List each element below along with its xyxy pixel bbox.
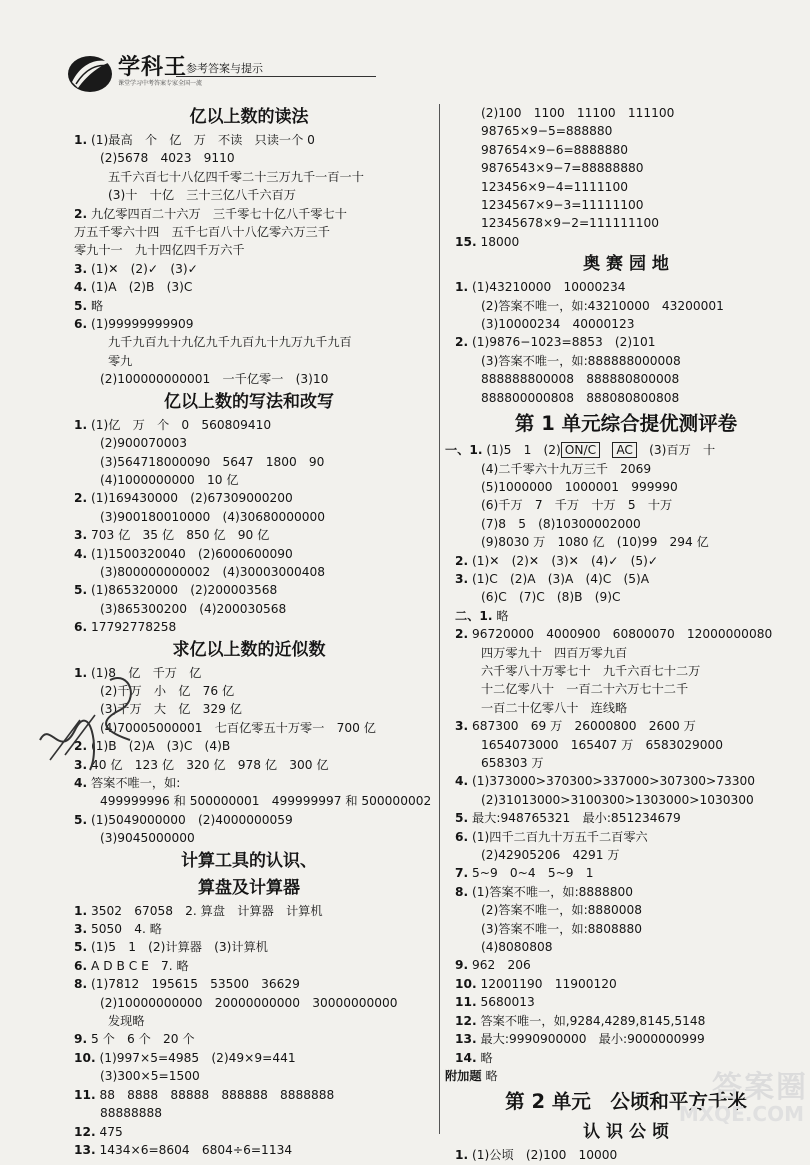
answer-line (64, 1012, 434, 1030)
answer-text: 703 亿 35 亿 850 亿 90 亿 (91, 528, 270, 543)
site-watermark (678, 1062, 808, 1132)
answer-text: (1)C (2)A (3)A (4)C (5)A (472, 571, 650, 586)
section-title: 第 1 单元综合提优测评卷 (514, 412, 738, 436)
item-number: 3. (74, 922, 88, 937)
answer-line (445, 196, 807, 214)
item-number: 2. (74, 739, 88, 754)
answer-text: (2)答案不唯一，如:8880008 (481, 903, 642, 918)
item-number: 11. (74, 1087, 96, 1102)
item-number: 2. (455, 335, 469, 350)
answer-text: (3)答案不唯一，如:8808880 (481, 921, 642, 936)
item-number: 6. (74, 958, 88, 973)
answer-text: (3)865300200 (4)200030568 (100, 601, 287, 616)
answer-line (445, 901, 807, 919)
answer-text: 零九十一 九十四亿四千万六千 (74, 243, 245, 258)
answer-line (445, 588, 807, 606)
answer-line (64, 508, 434, 526)
item-number: 1. (455, 1148, 469, 1163)
answer-text: (3)百万 十 (649, 443, 716, 458)
item-number: 8. (455, 884, 469, 899)
section-title: 亿以上数的写法和改写 (164, 391, 334, 412)
item-number: 4. (74, 776, 88, 790)
answer-line (64, 1067, 434, 1085)
answer-text: 最大:948765321 最小:851234679 (472, 811, 681, 826)
answer-line (64, 434, 434, 452)
answer-line (445, 883, 807, 901)
answer-text: (1)A (2)B (3)C (91, 280, 193, 295)
answer-line (64, 920, 434, 938)
answer-line (445, 975, 807, 993)
answer-line (445, 352, 807, 370)
item-number: 13. (455, 1032, 477, 1047)
answer-line (445, 159, 807, 177)
answer-text: 962 206 (472, 958, 531, 973)
answer-text: (1)答案不唯一，如:8888800 (472, 884, 633, 899)
answer-line (445, 754, 807, 772)
answer-line (445, 278, 807, 296)
item-number: 8. (74, 977, 88, 992)
right-column (445, 104, 807, 1165)
answer-line (445, 370, 807, 388)
item-number: 10. (74, 1050, 96, 1065)
answer-text: 略 (91, 298, 104, 313)
answer-text: 5~9 0~4 5~9 1 (472, 866, 594, 881)
answer-line (445, 680, 807, 698)
answer-line (445, 625, 807, 643)
answer-text: 零九 (108, 353, 133, 368)
item-number: 15. (455, 234, 477, 249)
item-number: 3. (455, 719, 469, 734)
header-rule (176, 76, 376, 77)
section-title: 第 2 单元 公顷和平方千米 (505, 1090, 747, 1114)
answer-line (445, 828, 807, 846)
item-number: 9. (455, 958, 469, 973)
answer-line (445, 297, 807, 315)
answer-line (445, 214, 807, 232)
answer-text: 最大:9990900000 最小:9000000999 (480, 1032, 705, 1047)
answer-line (64, 563, 434, 581)
answer-line (64, 416, 434, 434)
answer-line (64, 957, 434, 975)
column-divider (439, 104, 440, 1134)
answer-line (64, 260, 434, 278)
item-number: 5. (455, 811, 469, 826)
answer-line (445, 644, 807, 662)
answer-line (64, 205, 434, 223)
answer-line (445, 1146, 807, 1164)
answer-line (64, 938, 434, 956)
answer-text: (2)千万 小 亿 76 亿 (100, 683, 235, 698)
answer-text: (3)564718000090 5647 1800 90 (100, 454, 325, 469)
answer-text: (2)100000000001 一千亿零一 (3)10 (100, 372, 329, 387)
feather-logo-icon (64, 52, 116, 96)
item-number: 2. (455, 553, 469, 568)
answer-line (64, 581, 434, 599)
answer-text: 98765×9−5=888880 (481, 124, 613, 139)
answer-text: 1654073000 165407 万 6583029000 (481, 737, 724, 752)
answer-line (64, 489, 434, 507)
answer-text: (9)8030 万 1080 亿 (10)99 294 亿 (481, 535, 709, 550)
item-number: 5. (74, 583, 88, 598)
item-number: 附加题 (445, 1068, 482, 1083)
answer-line (64, 682, 434, 700)
answer-text: (2)5678 4023 9110 (100, 151, 235, 166)
item-number: 4. (74, 280, 88, 295)
answer-text: (1)✕ (2)✓ (3)✓ (91, 261, 198, 276)
section-title: 算盘及计算器 (198, 877, 300, 898)
answer-line (445, 122, 807, 140)
answer-line (445, 389, 807, 407)
answer-line (445, 809, 807, 827)
item-number: 1. (455, 280, 469, 295)
left-column (64, 104, 434, 1159)
answer-text: (3)9045000000 (100, 831, 195, 846)
answer-line (64, 241, 434, 259)
item-number: 10. (455, 976, 477, 991)
item-number: 1. (74, 903, 88, 918)
answer-line (445, 736, 807, 754)
answer-line (64, 664, 434, 682)
answer-text: 六千零八十万零七十 九千六百七十二万 (481, 663, 701, 678)
header (60, 46, 320, 102)
answer-line (445, 460, 807, 478)
item-number: 2. (455, 627, 469, 642)
answer-text: 123456×9−4=1111100 (481, 179, 628, 194)
item-number: 6. (74, 620, 88, 635)
answer-text: (4)二千零六十九万三千 2069 (481, 461, 652, 476)
answer-line (64, 453, 434, 471)
answer-line (445, 178, 807, 196)
item-number: 14. (455, 1050, 477, 1065)
answer-line (445, 938, 807, 956)
answer-text: (1)5 1 (2)计算器 (3)计算机 (91, 940, 268, 955)
answer-line (445, 662, 807, 680)
answer-line (445, 1012, 807, 1030)
answer-text: 658303 万 (481, 756, 544, 770)
item-number: 4. (455, 774, 469, 789)
answer-line (445, 570, 807, 588)
answer-text: (1)5 1 (2) (486, 443, 561, 458)
answer-text: (1)865320000 (2)200003568 (91, 583, 278, 598)
answer-line (64, 737, 434, 755)
answer-text: 12345678×9−2=111111100 (481, 216, 659, 231)
answer-text: 1234567×9−3=11111100 (481, 198, 644, 213)
answer-text: 十二亿零八十 一百二十六万七十二千 (481, 682, 689, 697)
item-number: 2. (74, 206, 88, 221)
answer-text: (4)70005000001 七百亿零五十万零一 700 亿 (100, 720, 376, 735)
answer-text: (5)1000000 1000001 999990 (481, 479, 678, 494)
answer-text: (1)9876−1023=8853 (2)101 (472, 335, 656, 350)
answer-text: 答案不唯一，如: (91, 776, 181, 790)
answer-text: (3)答案不唯一，如:888888000008 (481, 353, 681, 368)
answer-line (64, 1141, 434, 1159)
section-title: 亿以上数的读法 (189, 107, 309, 127)
answer-line (445, 791, 807, 809)
item-number: 6. (74, 317, 88, 332)
answer-text: 九亿零四百二十六万 三千零七十亿八千零七十 (91, 206, 347, 221)
answer-line (64, 186, 434, 204)
answer-text: 5050 4. 略 (91, 922, 162, 937)
answer-text: (1)997×5=4985 (2)49×9=441 (99, 1050, 296, 1065)
answer-text: (1)1500320040 (2)6000600090 (91, 546, 293, 561)
answer-text: 一百二十亿零八十 连线略 (481, 700, 628, 715)
item-number: 5. (74, 298, 88, 313)
answer-text: (1)99999999909 (91, 317, 194, 332)
answer-text: 5680013 (480, 995, 535, 1010)
answer-text: 40 亿 123 亿 320 亿 978 亿 300 亿 (91, 757, 329, 772)
answer-line (64, 1104, 434, 1122)
item-number: 4. (74, 546, 88, 561)
answer-text: (2)42905206 4291 万 (481, 848, 620, 863)
answer-line (445, 478, 807, 496)
calculator-key-label: ON/C (561, 442, 600, 458)
answer-line (445, 333, 807, 351)
answer-text: 888800000808 888080800808 (481, 390, 680, 405)
answer-line (64, 333, 434, 351)
item-number: 3. (74, 528, 88, 543)
answer-text: (1)7812 195615 53500 36629 (91, 977, 300, 992)
answer-line (445, 104, 807, 122)
answer-line (445, 920, 807, 938)
item-number: 12. (74, 1124, 96, 1139)
answer-line (64, 223, 434, 241)
answer-text: (1)B (2)A (3)C (4)B (91, 739, 231, 754)
item-number: 6. (455, 829, 469, 844)
answer-text: (3)10000234 40000123 (481, 317, 635, 332)
answer-line (445, 233, 807, 251)
answer-line (64, 1123, 434, 1141)
answer-text: (1)亿 万 个 0 560809410 (91, 417, 272, 432)
item-number: 3. (74, 757, 88, 772)
answer-text: (1)373000>370300>337000>307300>73300 (472, 774, 755, 789)
item-number: 12. (455, 1013, 477, 1028)
answer-line (445, 441, 807, 459)
answer-text: (4)1000000000 10 亿 (100, 472, 239, 487)
calculator-key-label: AC (612, 442, 637, 458)
answer-text: 687300 69 万 26000800 2600 万 (472, 719, 696, 734)
answer-text: 五千六百七十八亿四千零二十三万九千一百一十 (108, 169, 364, 184)
answer-text: 略 (496, 608, 509, 623)
answer-text: (1)169430000 (2)67309000200 (91, 491, 293, 506)
answer-text: (1)43210000 10000234 (472, 280, 626, 295)
answer-text: A D B C E 7. 略 (91, 958, 189, 973)
answer-text: (7)8 5 (8)10300002000 (481, 516, 641, 531)
item-number: 13. (74, 1142, 96, 1157)
answer-line (445, 772, 807, 790)
answer-text: 万五千零六十四 五千七百八十八亿零六万三千 (74, 225, 330, 240)
item-number: 2. (74, 491, 88, 506)
answer-text: 9876543×9−7=88888880 (481, 161, 644, 176)
answer-text: (2)答案不唯一，如:43210000 43200001 (481, 298, 724, 313)
answer-line (64, 902, 434, 920)
answer-text: 96720000 4000900 60800070 12000000080 (472, 627, 773, 642)
answer-text: (1)5049000000 (2)4000000059 (91, 812, 293, 827)
item-number: 1. (74, 133, 88, 147)
answer-text: (1)公顷 (2)100 10000 (472, 1148, 618, 1163)
answer-text: (1)8 亿 千万 亿 (91, 665, 202, 680)
answer-text: 888888800008 888880800008 (481, 372, 680, 387)
answer-line (64, 168, 434, 186)
answer-line (64, 829, 434, 847)
answer-text: 略 (485, 1068, 498, 1083)
answer-line (64, 297, 434, 315)
answer-line (64, 1086, 434, 1104)
answer-line (64, 131, 434, 149)
answer-text: 四万零九十 四百万零九百 (481, 645, 628, 660)
answer-line (64, 600, 434, 618)
answer-text: 答案不唯一，如,9284,4289,8145,5148 (480, 1013, 706, 1028)
answer-text: 12001190 11900120 (480, 976, 617, 991)
answer-line (445, 315, 807, 333)
answer-line (64, 975, 434, 993)
answer-line (64, 756, 434, 774)
answer-line (64, 526, 434, 544)
answer-text: (1)最高 个 亿 万 不读 只读一个 0 (91, 133, 315, 147)
answer-line (445, 533, 807, 551)
answer-line (64, 1030, 434, 1048)
header-subtitle: 参考答案与提示 (186, 62, 263, 75)
section-title: 奥 赛 园 地 (583, 254, 669, 275)
answer-line (64, 149, 434, 167)
answer-line (445, 141, 807, 159)
item-number: 1. (74, 665, 88, 680)
brand-name: 学科王 (118, 54, 188, 80)
answer-text: 88888888 (100, 1106, 163, 1121)
answer-line (445, 515, 807, 533)
answer-text: 88 8888 88888 888888 8888888 (99, 1087, 335, 1102)
answer-line (64, 278, 434, 296)
item-number: 1. (74, 417, 88, 432)
answer-text: (1)✕ (2)✕ (3)✕ (4)✓ (5)✓ (472, 553, 659, 568)
answer-text: (3)十 十亿 三十三亿八千六百万 (108, 188, 296, 203)
answer-text: 17792778258 (91, 620, 177, 635)
answer-line (64, 700, 434, 718)
answer-line (445, 846, 807, 864)
answer-text: (3)800000000002 (4)30003000408 (100, 564, 326, 579)
answer-text: (3)千万 大 亿 329 亿 (100, 702, 242, 717)
answer-line (445, 956, 807, 974)
answer-line (445, 496, 807, 514)
answer-text: (6)C (7)C (8)B (9)C (481, 590, 621, 605)
watermark-top: 答案圈 (712, 1070, 808, 1105)
answer-text: (6)千万 7 千万 十万 5 十万 (481, 498, 673, 513)
answer-text: 475 (99, 1124, 123, 1139)
answer-text: (2)100 1100 11100 111100 (481, 106, 675, 120)
answer-line (445, 717, 807, 735)
item-number: 3. (455, 571, 469, 586)
item-number: 5. (74, 812, 88, 827)
answer-line (64, 774, 434, 792)
answer-text: 发现略 (108, 1014, 145, 1029)
answer-text: (2)900070003 (100, 436, 188, 451)
answer-line (64, 471, 434, 489)
answer-text: 1434×6=8604 6804÷6=1134 (99, 1142, 293, 1157)
answer-text: (2)10000000000 20000000000 30000000000 (100, 995, 398, 1010)
answer-line (445, 1030, 807, 1048)
answer-line (64, 352, 434, 370)
answer-line (64, 315, 434, 333)
answer-text: (2)31013000>3100300>1303000>1030300 (481, 792, 754, 807)
item-number: 9. (74, 1032, 88, 1047)
answer-line (445, 607, 807, 625)
answer-text: (3)900180010000 (4)30680000000 (100, 509, 326, 524)
item-number: 一、1. (445, 443, 483, 458)
answer-text: (4)8080808 (481, 940, 553, 955)
section-title: 认 识 公 顷 (583, 1122, 669, 1143)
item-number: 二、1. (455, 608, 493, 623)
answer-line (64, 545, 434, 563)
answer-text: 3502 67058 2. 算盘 计算器 计算机 (91, 903, 323, 918)
item-number: 3. (74, 261, 88, 276)
answer-text: (1)四千二百九十万五千二百零六 (472, 829, 648, 844)
item-number: 7. (455, 866, 469, 881)
answer-text: (3)300×5=1500 (100, 1069, 200, 1084)
answer-line (64, 618, 434, 636)
answer-text: 18000 (480, 234, 520, 249)
answer-line (64, 811, 434, 829)
brand-tagline: 课堂学习中考答案专家全国一流 (118, 80, 203, 87)
answer-text: 5 个 6 个 20 个 (91, 1032, 195, 1047)
answer-line (64, 719, 434, 737)
answer-line (445, 993, 807, 1011)
answer-line (64, 1049, 434, 1067)
answer-text: 499999996 和 500000001 499999997 和 500000002 (100, 794, 432, 809)
answer-text: 九千九百九十九亿九千九百九十九万九千九百 (108, 335, 352, 350)
item-number: 11. (455, 995, 477, 1010)
answer-text: 略 (480, 1050, 493, 1065)
answer-line (445, 699, 807, 717)
answer-line (64, 792, 434, 810)
answer-text: 987654×9−6=8888880 (481, 142, 628, 157)
watermark-bottom: MXQE.COM (678, 1102, 804, 1126)
answer-line (445, 552, 807, 570)
item-number: 5. (74, 940, 88, 955)
section-title: 求亿以上数的近似数 (172, 639, 326, 660)
answer-line (445, 864, 807, 882)
answer-line (64, 370, 434, 388)
section-title: 计算工具的认识、 (181, 850, 317, 871)
answer-line (64, 994, 434, 1012)
